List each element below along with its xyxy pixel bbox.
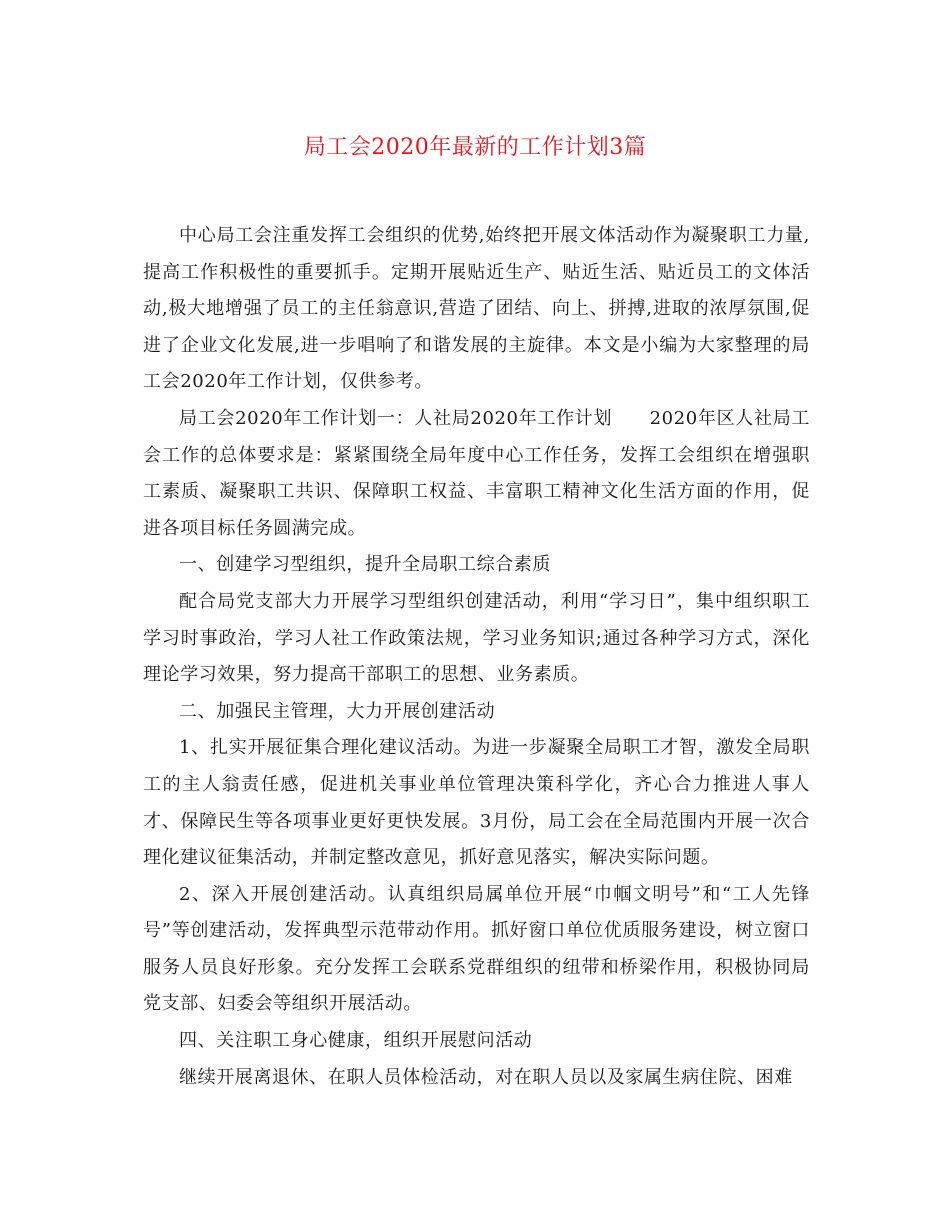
paragraph-section-four: 继续开展离退休、在职人员体检活动，对在职人员以及家属生病住院、困难 [179,1066,793,1088]
paragraph-item-one: 1、扎实开展征集合理化建议活动。为进一步凝聚全局职工才智，激发全局职工的主人翁责任感，促进机关事业单位管理决策科学化，齐心合力推进人事人才、保障民生等各项事业更好更快发展。3月份，局工会在全局范围内开展一次合理化建议征集活动，并制定整改意见，抓好意见落实，解决实际问题。 [143,737,810,869]
heading-section-two: 二、加强民主管理，大力开展创建活动 [179,700,496,722]
heading-section-four: 四、关注职工身心健康，组织开展慰问活动 [179,1030,533,1052]
paragraph-item-two: 2、深入开展创建活动。认真组织局属单位开展“巾帼文明号”和“工人先锋号”等创建活动，发挥典型示范带动作用。抓好窗口单位优质服务建设，树立窗口服务人员良好形象。充分发挥工会联系党群组织的纽带和桥梁作用，积极协同局党支部、妇委会等组织开展活动。 [143,883,810,1015]
paragraph-plan-one: 局工会2020年工作计划一：人社局2020年工作计划 2020年区人社局工会工作的总体要求是：紧紧围绕全局年度中心工作任务，发挥工会组织在增强职工素质、凝聚职工共识、保障职工权益、丰富职工精神文化生活方面的作用，促进各项目标任务圆满完成。 [143,407,810,539]
document-title: 局工会2020年最新的工作计划3篇 [303,135,647,160]
paragraph-intro: 中心局工会注重发挥工会组织的优势,始终把开展文体活动作为凝聚职工力量,提高工作积极性的重要抓手。定期开展贴近生产、贴近生活、贴近员工的文体活动,极大地增强了员工的主任翁意识,营造了团结、向上、拼搏,进取的浓厚氛围,促进了企业文化发展,进一步唱响了和谐发展的主旋律。本文是小编为大家整理的局工会2020年工作计划，仅供参考。 [143,225,810,393]
document-body [143,218,810,1096]
paragraph-section-one: 配合局党支部大力开展学习型组织创建活动，利用“学习日”，集中组织职工学习时事政治，学习人社工作政策法规，学习业务知识;通过各种学习方式，深化理论学习效果，努力提高干部职工的思想、业务素质。 [143,590,810,686]
heading-section-one: 一、创建学习型组织，提升全局职工综合素质 [179,554,551,576]
